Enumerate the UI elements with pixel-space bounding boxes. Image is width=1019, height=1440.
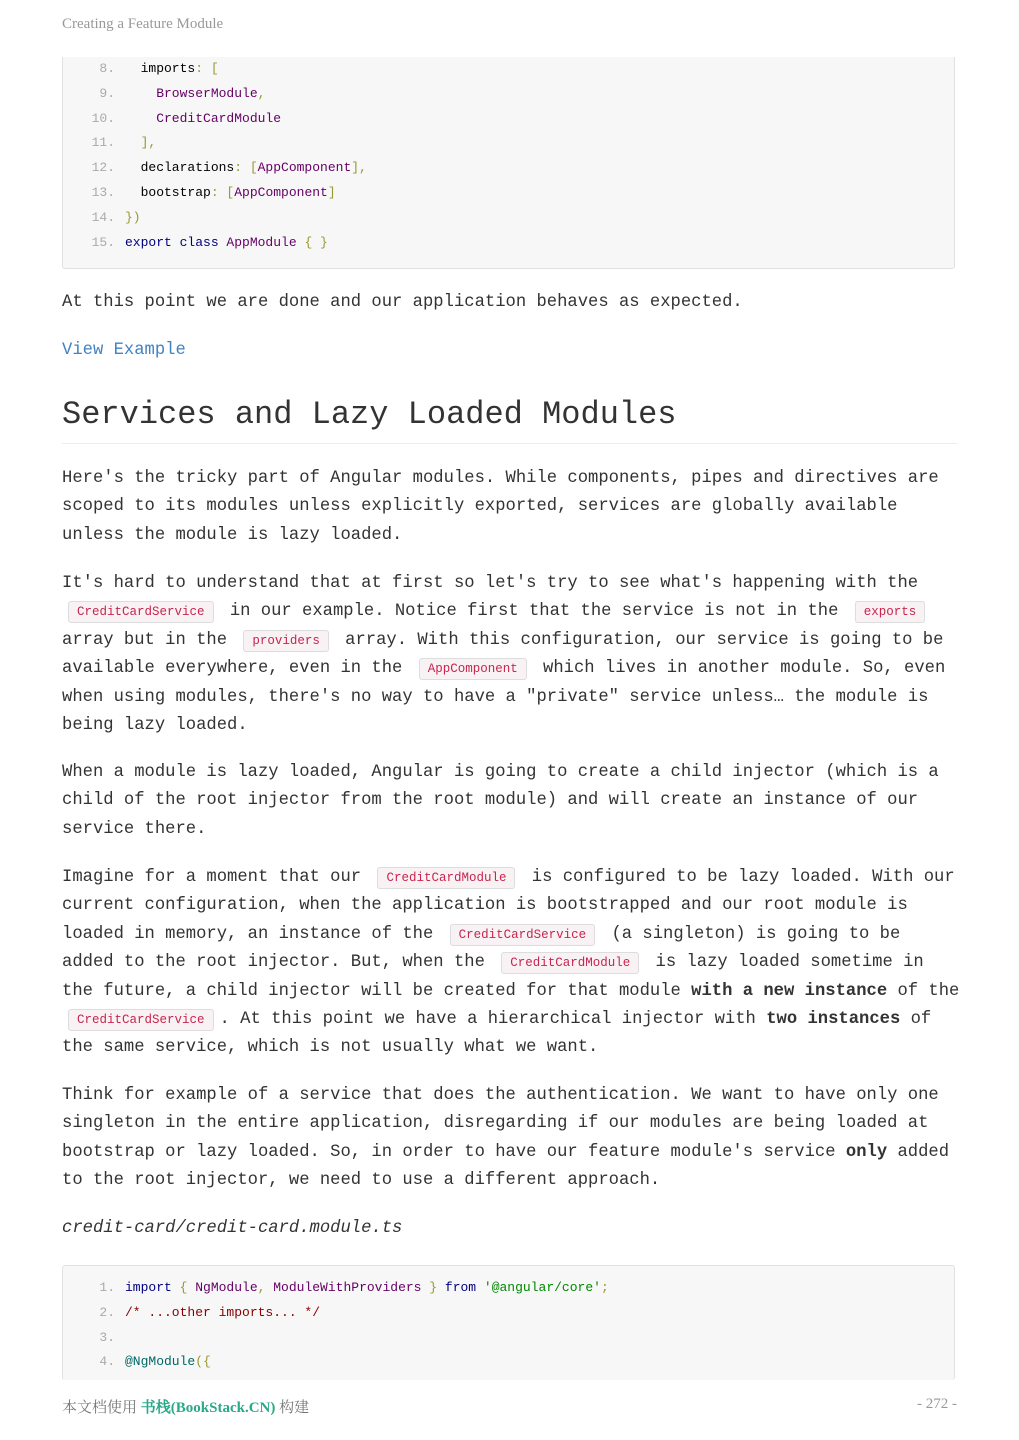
inline-code: CreditCardModule <box>377 867 515 889</box>
code-line <box>63 206 954 231</box>
paragraph <box>62 864 962 1063</box>
code-token: declarations <box>125 160 235 176</box>
bold-text: with a new instance <box>691 981 888 1001</box>
line-number: 14. <box>91 209 115 225</box>
code-token: { } <box>304 234 328 250</box>
paragraph <box>62 465 962 550</box>
code-token: : [ <box>195 61 219 76</box>
code-token: BrowserModule <box>125 85 258 101</box>
text: of the <box>887 981 960 1001</box>
code-token: ; <box>600 1280 609 1295</box>
line-number: 1. <box>99 1280 115 1295</box>
line-number: 9. <box>99 85 115 101</box>
paragraph <box>62 759 962 844</box>
code-block-app-module <box>62 57 955 269</box>
inline-code: exports <box>855 601 926 623</box>
line-number: 2. <box>99 1304 115 1320</box>
text: is lazy loaded sometime in the future, a child injector will be created for that module <box>62 953 924 1001</box>
text: is configured to be lazy loaded. With our current configuration, when the application is bootstrapped and our root module is loaded in memory, an instance of the <box>62 868 955 944</box>
bold-text: only <box>845 1142 888 1162</box>
code-line <box>63 107 954 132</box>
code-token: NgModule <box>195 1280 258 1295</box>
line-number: 8. <box>99 61 115 76</box>
code-token: export class <box>125 234 227 250</box>
code-token: ] <box>327 184 336 200</box>
footer-credit <box>62 1396 309 1417</box>
bold-text: two instances <box>766 1010 901 1030</box>
code-line <box>63 231 954 256</box>
inline-code: AppComponent <box>419 658 527 680</box>
code-line <box>63 181 954 206</box>
text: added to the root injector, we need to use a different approach. <box>62 1142 950 1191</box>
paragraph <box>62 570 962 740</box>
bookstack-link[interactable]: 书栈(BookStack.CN) <box>140 1400 276 1416</box>
text: It's hard to understand that at first so let's try to see what's happening with the <box>62 574 919 593</box>
code-token: ModuleWithProviders <box>273 1280 430 1295</box>
text: Imagine for a moment that our <box>62 868 372 887</box>
filename-caption: credit-card/credit-card.module.ts <box>62 1219 403 1238</box>
footer-prefix: 本文档使用 <box>62 1400 141 1416</box>
line-number: 3. <box>99 1329 115 1345</box>
code-token: , <box>257 1280 274 1295</box>
code-token: @NgModule <box>125 1354 196 1370</box>
inline-code: CreditCardService <box>68 1009 214 1031</box>
code-token: ({ <box>195 1354 211 1370</box>
code-token: : [ <box>234 160 258 176</box>
code-token: ], <box>351 160 367 176</box>
code-token: bootstrap <box>125 184 211 200</box>
code-line <box>63 1350 954 1375</box>
text: array but in the <box>62 630 238 650</box>
page-number: - 272 - <box>917 1396 957 1412</box>
code-token: : [ <box>210 184 235 200</box>
text: array. With this configuration, our service is going to be available everywhere, even in the <box>62 630 944 679</box>
text: of the same service, which is not usually what we want. <box>62 1010 932 1058</box>
paragraph <box>62 1082 962 1196</box>
code-token: { <box>179 1280 196 1295</box>
code-token: AppComponent <box>257 160 352 176</box>
text: Think for example of a service that does the authentication. We want to have only one singleton in the entire application, disregarding if our modules are being loaded at bootstrap or lazy loaded. So, in order to have our feature module's service <box>62 1086 939 1162</box>
code-token: ], <box>125 135 157 151</box>
code-line <box>63 156 954 181</box>
inline-code: CreditCardService <box>450 924 596 946</box>
code-line <box>63 57 954 82</box>
line-number: 13. <box>91 184 115 200</box>
code-token: CreditCardModule <box>125 110 282 126</box>
view-example-link[interactable]: View Example <box>62 341 186 360</box>
code-line <box>63 131 954 156</box>
footer-suffix: 构建 <box>275 1400 310 1416</box>
line-number: 15. <box>91 234 115 250</box>
code-token: } <box>429 1280 445 1295</box>
section-heading: Services and Lazy Loaded Modules <box>62 396 957 444</box>
text: Here's the tricky part of Angular modules. While components, pipes and directives are scoped to its modules unless explicitly exported, services are globally available unless the module is lazy loaded. <box>62 469 939 545</box>
text: . At this point we have a hierarchical injector with <box>219 1010 767 1030</box>
code-token: AppModule <box>226 234 305 250</box>
code-token: AppComponent <box>234 184 328 200</box>
code-line <box>63 1276 954 1301</box>
code-token: /* ...other imports... */ <box>125 1304 321 1320</box>
code-token: imports <box>125 61 196 76</box>
inline-code: CreditCardService <box>68 601 214 623</box>
inline-code: CreditCardModule <box>501 952 639 974</box>
line-number: 11. <box>91 135 115 151</box>
text: When a module is lazy loaded, Angular is going to create a child injector (which is a child of the root injector from the root module) and will create an instance of our service there. <box>62 763 939 839</box>
code-token: import <box>125 1280 180 1295</box>
code-line <box>63 1301 954 1326</box>
text: in our example. Notice first that the service is not in the <box>219 602 849 622</box>
text: which lives in another module. So, even when using modules, there's no way to have a "private" service unless… the module is being lazy loaded. <box>62 659 946 736</box>
line-number: 10. <box>91 110 115 126</box>
code-token: }) <box>125 209 141 225</box>
code-token: '@angular/core' <box>483 1280 601 1295</box>
page-header-title: Creating a Feature Module <box>62 16 224 32</box>
code-token: from <box>444 1280 484 1295</box>
code-line <box>63 82 954 107</box>
line-number: 12. <box>91 160 115 176</box>
line-number: 4. <box>99 1354 115 1370</box>
text: (a singleton) is going to be added to the root injector. But, when the <box>62 924 901 973</box>
paragraph-done: At this point we are done and our application behaves as expected. <box>62 293 743 312</box>
code-line <box>63 1326 954 1351</box>
code-block-credit-card-module <box>62 1265 955 1380</box>
code-token: , <box>257 85 266 101</box>
inline-code: providers <box>243 630 329 652</box>
